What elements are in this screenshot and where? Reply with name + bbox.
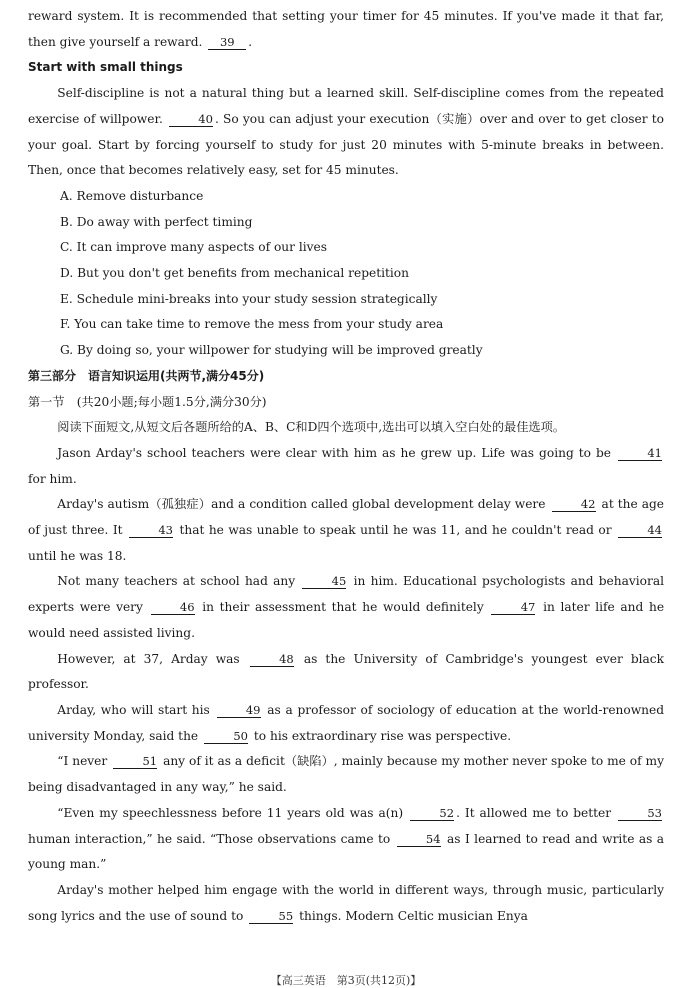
cloze-paragraph: Jason Arday's school teachers were clear with him as he grew up. Life was going to be 41 for him.: [28, 445, 662, 486]
page-footer: 【高三英语 第3页(共12页)】: [270, 974, 422, 987]
answer-blank: 49: [217, 703, 261, 718]
option-item: B. Do away with perfect timing: [60, 214, 253, 229]
option-item: E. Schedule mini-breaks into your study session strategically: [60, 291, 438, 306]
answer-blank: 50: [204, 729, 248, 744]
option-item: F. You can take time to remove the mess from your study area: [60, 317, 444, 332]
answer-blank: 45: [302, 574, 346, 589]
passage-paragraph: reward system. It is recommended that setting your timer for 45 minutes. If you've made it that far, then give yourself a reward. 39 .: [28, 9, 664, 49]
cloze-paragraph: Arday, who will start his 49 as a professor of sociology of education at the world-renowned university Monday, said the 50 to his extraordinary rise was perspective.: [28, 702, 665, 743]
answer-blank: 41: [618, 446, 662, 461]
answer-blank: 43: [129, 523, 173, 538]
section-title: 第一节 (共20小题;每小题1.5分,满分30分): [28, 394, 267, 409]
answer-blank: 39: [208, 35, 246, 50]
answer-blank: 44: [618, 523, 662, 538]
answer-blank: 55: [249, 909, 293, 924]
answer-blank: 42: [552, 497, 596, 512]
passage-paragraph: Self-discipline is not a natural thing but a learned skill. Self-discipline comes from the repeated exercise of willpower. 40 . So you can adjust your execution（实施）over and over to get closer to your goal. Start by forcing yourself to study for just 20 minutes with 5-minute breaks in between. Then, once that becomes relatively easy, set for 45 minutes.: [28, 86, 665, 178]
answer-blank: 54: [397, 832, 441, 847]
answer-blank: 46: [151, 600, 195, 615]
instructions: 阅读下面短文,从短文后各题所给的A、B、C和D四个选项中,选出可以填入空白处的最佳选项。: [57, 420, 565, 435]
cloze-paragraph: “Even my speechlessness before 11 years old was a(n) 52 . It allowed me to better 53 human interaction,” he said. “Those observations came to 54 as I learned to read and write as a young man.”: [28, 805, 665, 872]
answer-blank: 48: [250, 652, 294, 667]
option-item: G. By doing so, your willpower for studying will be improved greatly: [60, 343, 483, 358]
cloze-paragraph: Not many teachers at school had any 45 in him. Educational psychologists and behavioral experts were very 46 in their assessment that he would definitely 47 in later life and he would need assisted living.: [28, 574, 665, 640]
cloze-paragraph: “I never 51 any of it as a deficit（缺陷）, mainly because my mother never spoke to me of my being disadvantaged in any way,” he said.: [28, 754, 665, 795]
option-item: D. But you don't get benefits from mechanical repetition: [60, 266, 409, 281]
cloze-paragraph: Arday's mother helped him engage with the world in different ways, through music, particularly song lyrics and the use of sound to 55 things. Modern Celtic musician Enya: [28, 882, 664, 923]
cloze-paragraph: Arday's autism（孤独症）and a condition called global development delay were 42 at the age of just three. It 43 that he was unable to speak until he was 11, and he couldn't read or 44 until he was 18.: [28, 497, 665, 563]
part-title: 第三部分 语言知识运用(共两节,满分45分): [28, 368, 265, 383]
cloze-paragraph: However, at 37, Arday was 48 as the University of Cambridge's youngest ever black professor.: [28, 651, 665, 692]
answer-blank: 40: [169, 112, 213, 127]
section-heading: Start with small things: [28, 60, 183, 75]
answer-blank: 51: [113, 754, 157, 769]
option-item: C. It can improve many aspects of our lives: [60, 240, 328, 255]
answer-blank: 52: [410, 806, 454, 821]
option-item: A. Remove disturbance: [60, 188, 204, 203]
answer-blank: 47: [491, 600, 535, 615]
options-list: [28, 184, 664, 364]
answer-blank: 53: [618, 806, 662, 821]
